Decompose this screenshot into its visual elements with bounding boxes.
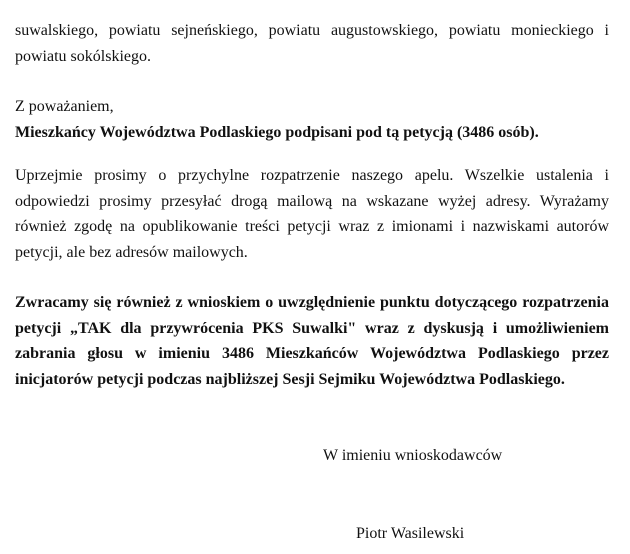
motion-paragraph: Zwracamy się również z wnioskiem o uwzględnienie punktu dotyczącego rozpatrzenia petycji „TAK dla przywrócenia PKS Suwalki" wraz z dyskusją i umożliwieniem zabrania głosu w imieniu 3486 Mieszkańców Województwa Podlaskiego przez inicjatorów petycji podczas najbliższej Sesji Sejmiku Województwa Podlaskiego. <box>15 294 609 388</box>
request-paragraph: Uprzejmie prosimy o przychylne rozpatrzenie naszego apelu. Wszelkie ustalenia i odpowiedzi prosimy przesyłać drogą mailową na wskazane wyżej adresy. Wyrażamy również zgodę na opublikowanie treści petycji wraz z imionami i nazwiskami autorów petycji, ale bez adresów mailowych. <box>15 167 609 261</box>
signatories-line: Mieszkańcy Województwa Podlaskiego podpisani pod tą petycją (3486 osób). <box>15 124 539 141</box>
on-behalf-line: W imieniu wnioskodawców <box>323 447 503 464</box>
closing-greeting: Z poważaniem, <box>15 98 114 115</box>
signer-name: Piotr Wasilewski <box>356 525 465 542</box>
intro-paragraph: suwalskiego, powiatu sejneńskiego, powiatu augustowskiego, powiatu monieckiego i powiatu sokólskiego. <box>15 22 609 65</box>
